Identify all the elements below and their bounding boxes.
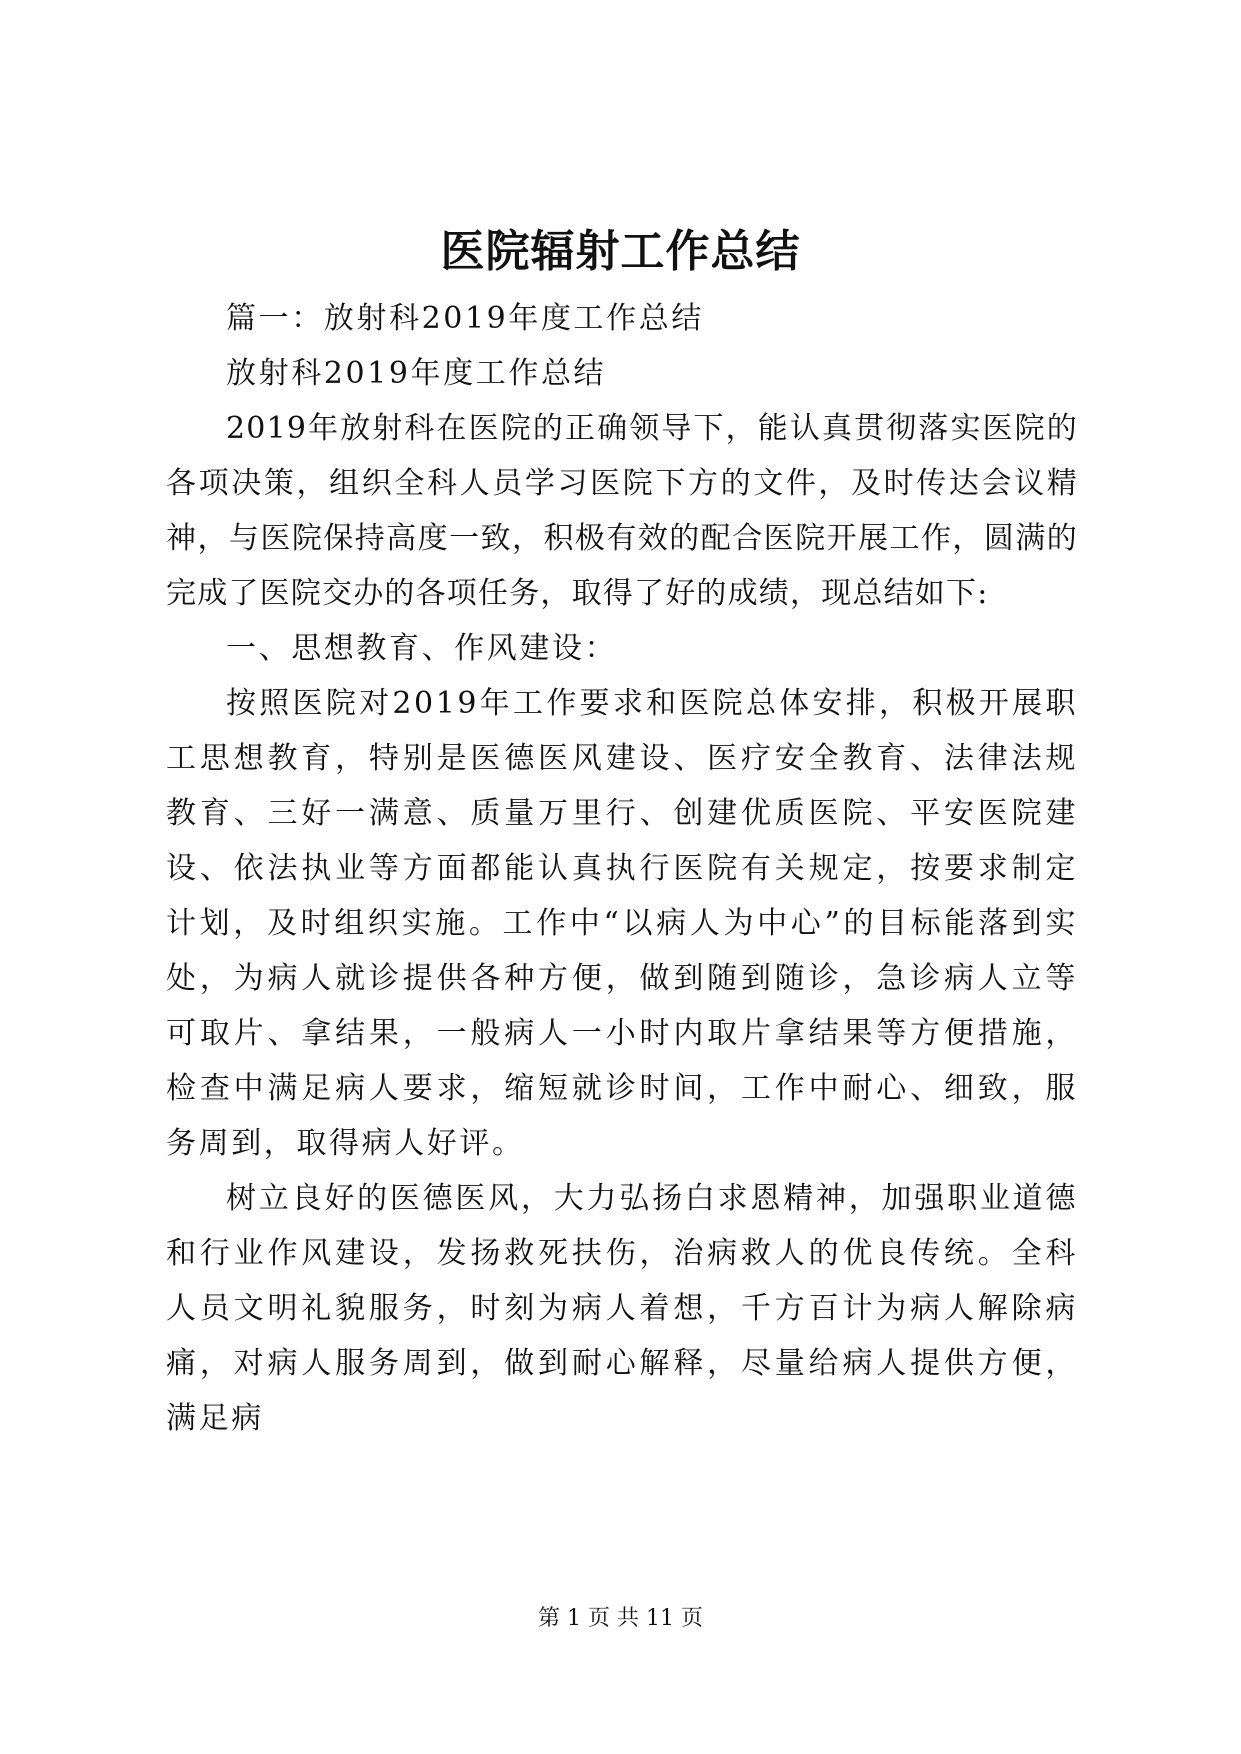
body-paragraph: 按照医院对2019年工作要求和医院总体安排，积极开展职工思想教育，特别是医德医风建设、医疗安全教育、法律法规教育、三好一满意、质量万里行、创建优质医院、平安医院建设、依法执业等方面都能认真执行医院有关规定，按要求制定计划，及时组织实施。工作中“以病人为中心”的目标能落到实处，为病人就诊提供各种方便，做到随到随诊，急诊病人立等可取片、拿结果，一般病人一小时内取片拿结果等方便措施，检查中满足病人要求，缩短就诊时间，工作中耐心、细致，服务周到，取得病人好评。: [166, 686, 1078, 1161]
body-paragraph: 2019年放射科在医院的正确领导下，能认真贯彻落实医院的各项决策，组织全科人员学习医院下方的文件，及时传达会议精神，与医院保持高度一致，积极有效的配合医院开展工作，圆满的完成了医院交办的各项任务，取得了好的成绩，现总结如下:: [166, 411, 1078, 611]
section-heading: 篇一：放射科2019年度工作总结: [226, 301, 704, 336]
subsection-heading: 放射科2019年度工作总结: [226, 356, 607, 391]
page-number: 第 1 页 共 11 页: [538, 1606, 703, 1631]
section-heading: 一、思想教育、作风建设：: [226, 631, 618, 666]
document-body: [166, 291, 1078, 1446]
page-title: 医院辐射工作总结: [440, 226, 801, 277]
body-paragraph: 树立良好的医德医风，大力弘扬白求恩精神，加强职业道德和行业作风建设，发扬救死扶伤，治病救人的优良传统。全科人员文明礼貌服务，时刻为病人着想，千方百计为病人解除病痛，对病人服务周到，做到耐心解释，尽量给病人提供方便，满足病: [166, 1181, 1078, 1436]
